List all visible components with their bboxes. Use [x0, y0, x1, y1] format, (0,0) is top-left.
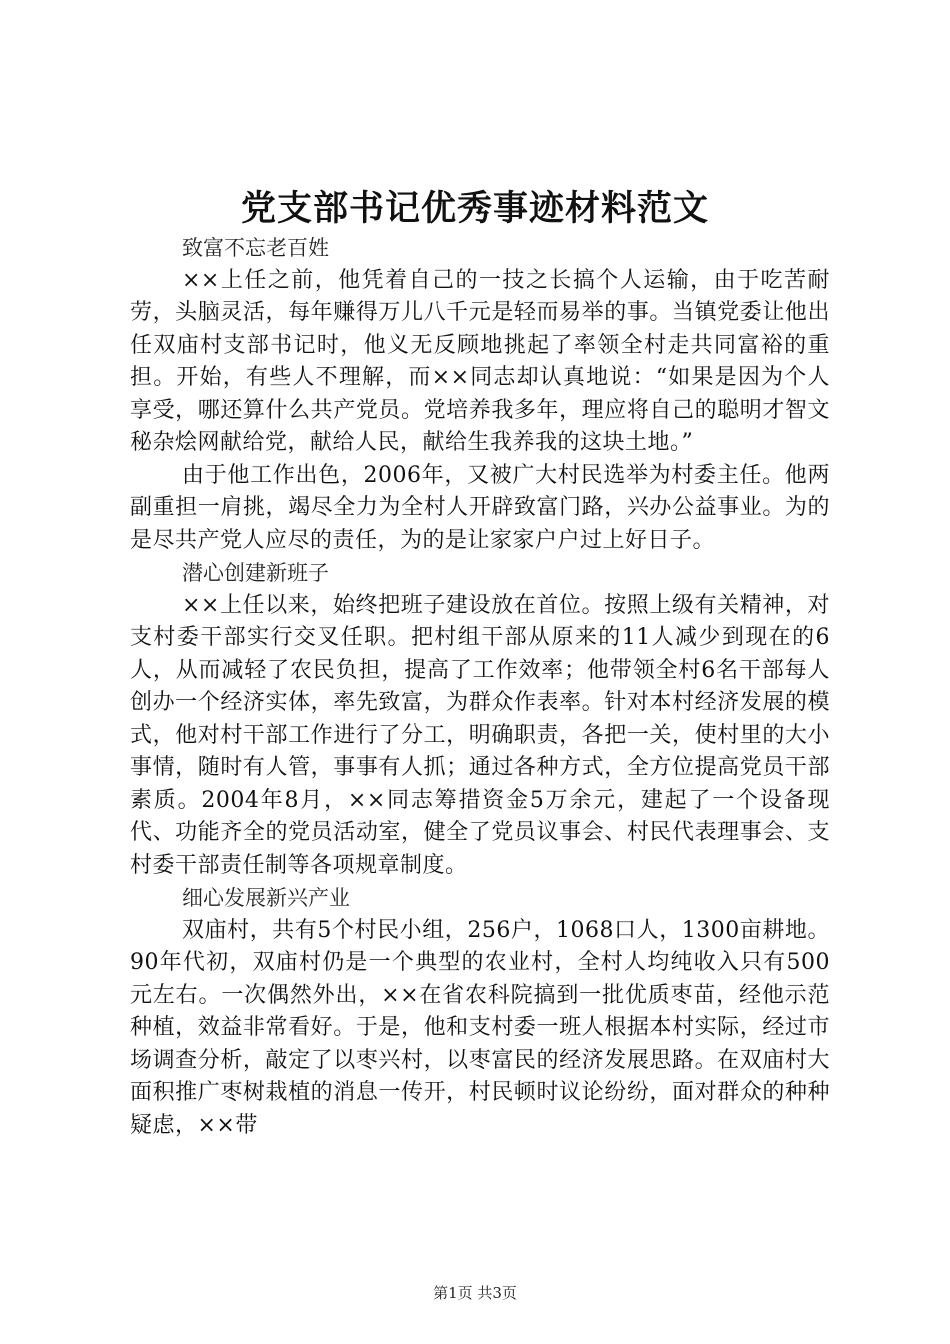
page-footer: 第1页 共3页	[433, 1284, 517, 1302]
paragraph: 由于他工作出色，2006年，又被广大村民选举为村委主任。他两副重担一肩挑，竭尽全力为全村人开辟致富门路，兴办公益事业。为的是尽共产党人应尽的责任，为的是让家家户户过上好日子。	[130, 462, 830, 553]
section-1	[130, 232, 830, 557]
section-3	[130, 882, 830, 1142]
section-2	[130, 557, 830, 882]
paragraph: ××上任以来，始终把班子建设放在首位。按照上级有关精神，对支村委干部实行交叉任职。把村组干部从原来的11人减少到现在的6人，从而减轻了农民负担，提高了工作效率；他带领全村6名干部每人创办一个经济实体，率先致富，为群众作表率。针对本村经济发展的模式，他对村干部工作进行了分工，明确职责，各把一关，使村里的大小事情，随时有人管，事事有人抓；通过各种方式，全方位提高党员干部素质。2004年8月，××同志筹措资金5万余元，建起了一个设备现代、功能齐全的党员活动室，健全了党员议事会、村民代表理事会、支村委干部责任制等各项规章制度。	[130, 592, 830, 878]
paragraph: 双庙村，共有5个村民小组，256户，1068口人，1300亩耕地。90年代初，双庙村仍是一个典型的农业村，全村人均纯收入只有500元左右。一次偶然外出，××在省农科院搞到一批优质枣苗，经他示范种植，效益非常看好。于是，他和支村委一班人根据本村实际，经过市场调查分析，敲定了以枣兴村，以枣富民的经济发展思路。在双庙村大面积推广枣树栽植的消息一传开，村民顿时议论纷纷，面对群众的种种疑虑，××带	[130, 917, 830, 1138]
section-heading: 细心发展新兴产业	[182, 886, 350, 910]
section-heading: 致富不忘老百姓	[182, 236, 329, 260]
paragraph: ××上任之前，他凭着自己的一技之长搞个人运输，由于吃苦耐劳，头脑灵活，每年赚得万儿八千元是轻而易举的事。当镇党委让他出任双庙村支部书记时，他义无反顾地挑起了率领全村走共同富裕的重担。开始，有些人不理解，而××同志却认真地说：“如果是因为个人享受，哪还算什么共产党员。党培养我多年，理应将自己的聪明才智文秘杂烩网献给党，献给人民，献给生我养我的这块土地。”	[130, 267, 830, 455]
page-title: 党支部书记优秀事迹材料范文	[240, 188, 709, 229]
document-body	[130, 232, 830, 1142]
section-heading: 潜心创建新班子	[182, 561, 329, 585]
